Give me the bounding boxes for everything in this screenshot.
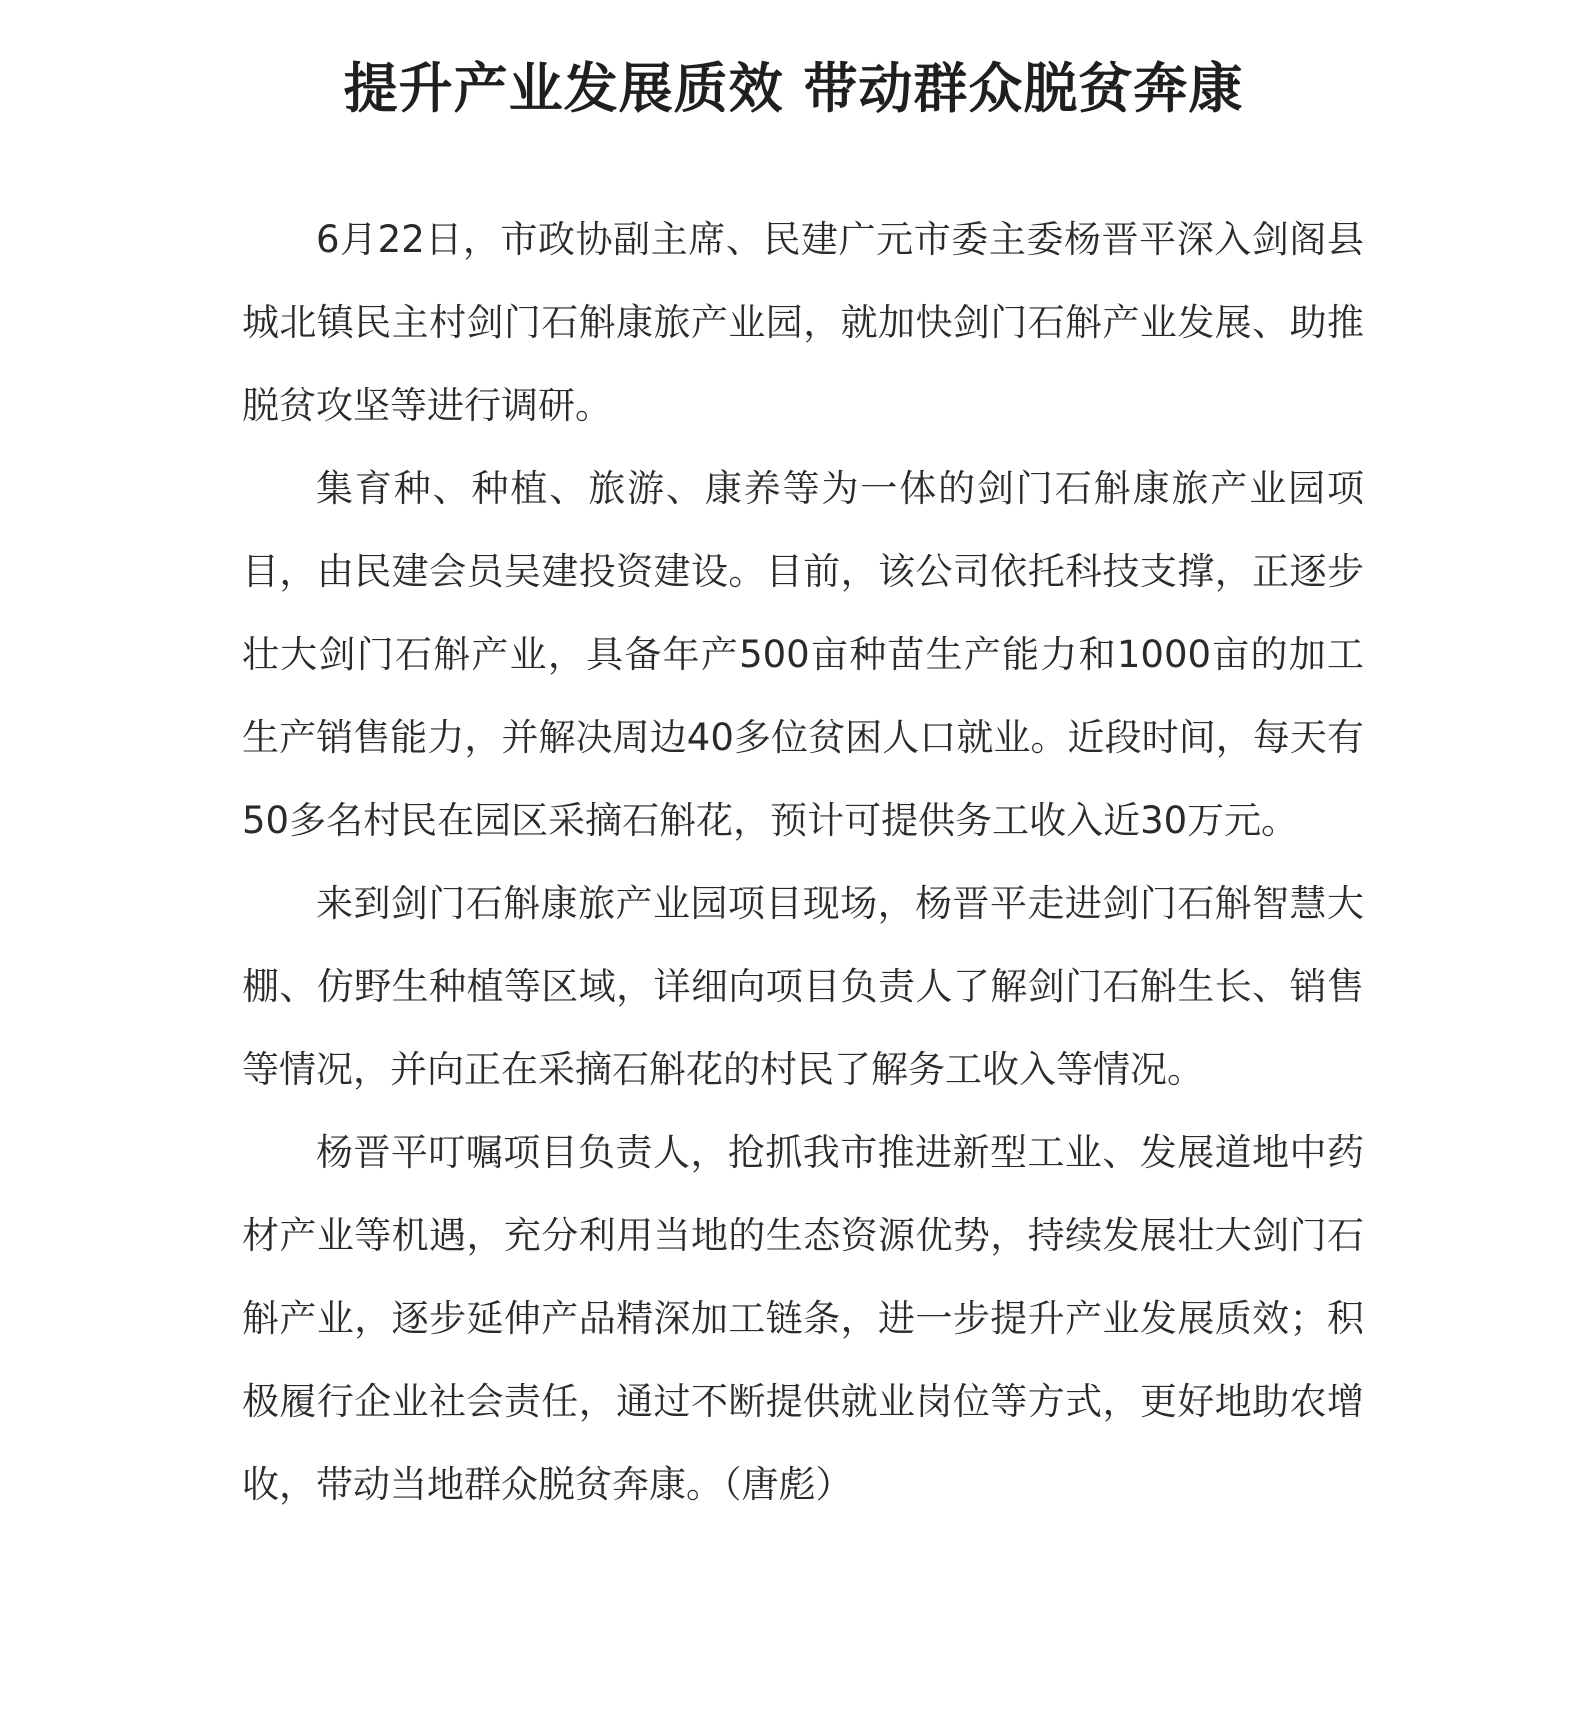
paragraph-2: 集育种、种植、旅游、康养等为一体的剑门石斛康旅产业园项目，由民建会员吴建投资建设。目前，该公司依托科技支撑，正逐步壮大剑门石斛产业，具备年产500亩种苗生产能力和1000亩的加工生产销售能力，并解决周边40多位贫困人口就业。近段时间，每天有50多名村民在园区采摘石斛花，预计可提供务工收入近30万元。: [242, 467, 1364, 842]
paragraph-3: 来到剑门石斛康旅产业园项目现场，杨晋平走进剑门石斛智慧大棚、仿野生种植等区域，详细向项目负责人了解剑门石斛生长、销售等情况，并向正在采摘石斛花的村民了解务工收入等情况。: [242, 882, 1364, 1091]
document-title: 提升产业发展质效 带动群众脱贫奔康: [343, 56, 1244, 121]
document-body: [242, 198, 1364, 1526]
paragraph-1: 6月22日，市政协副主席、民建广元市委主委杨晋平深入剑阁县城北镇民主村剑门石斛康旅产业园，就加快剑门石斛产业发展、助推脱贫攻坚等进行调研。: [242, 218, 1364, 427]
paragraph-4: 杨晋平叮嘱项目负责人，抢抓我市推进新型工业、发展道地中药材产业等机遇，充分利用当地的生态资源优势，持续发展壮大剑门石斛产业，逐步延伸产品精深加工链条，进一步提升产业发展质效；积极履行企业社会责任，通过不断提供就业岗位等方式，更好地助农增收，带动当地群众脱贫奔康。（唐彪）: [242, 1131, 1364, 1506]
